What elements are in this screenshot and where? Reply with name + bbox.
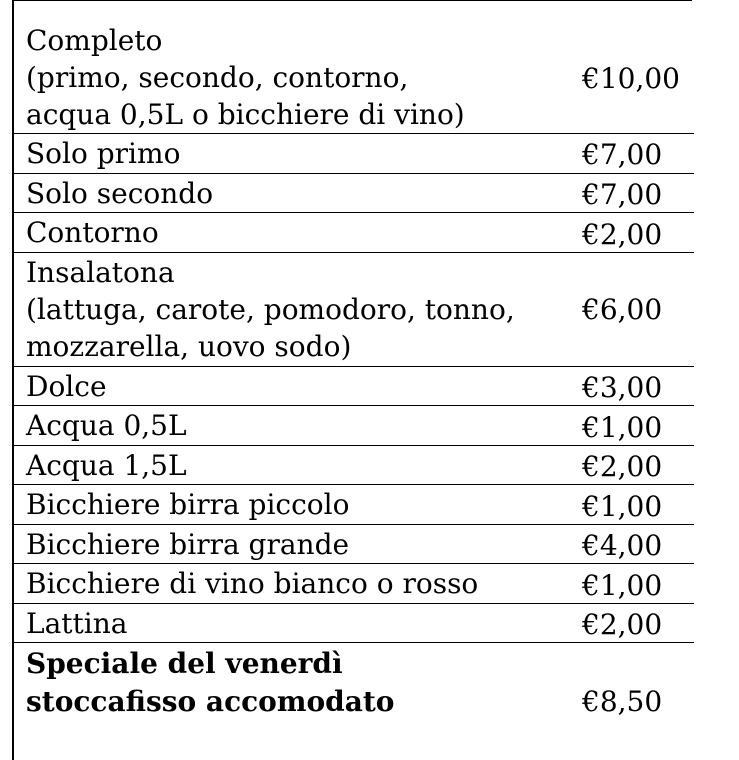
menu-item-name: Completo [26,24,163,57]
menu-row-solo-secondo [14,174,694,213]
menu-item-price: €2,00 [582,450,663,483]
menu-item-price: €1,00 [582,411,663,444]
menu-item-price: €1,00 [582,569,663,602]
menu-row-birra-piccolo [14,485,694,525]
special-price: €8,50 [582,685,663,718]
menu-row-dolce [14,367,694,406]
menu-price-table [12,0,694,760]
menu-item-price: €4,00 [582,529,663,562]
menu-item-price: €1,00 [582,490,663,523]
menu-item-name: Solo primo [26,137,181,170]
menu-row-acqua-15 [14,446,694,485]
menu-row-acqua-05 [14,406,694,446]
menu-row-solo-primo [14,134,694,174]
menu-item-desc-line: (lattuga, carote, pomodoro, tonno, [26,293,515,326]
menu-row-insalatona [14,253,694,367]
special-title: Speciale del venerdì [26,647,343,680]
menu-item-desc-line: acqua 0,5L o bicchiere di vino) [26,98,465,131]
menu-item-desc-line: (primo, secondo, contorno, [26,61,409,94]
menu-row-contorno [14,213,694,253]
menu-item-price: €7,00 [582,178,663,211]
special-dish: stoccafisso accomodato [26,685,395,718]
menu-item-name: Bicchiere birra piccolo [26,488,350,521]
menu-item-name: Solo secondo [26,177,214,210]
menu-row-birra-grande [14,525,694,564]
menu-item-name: Insalatona [26,256,175,289]
menu-item-desc-line: mozzarella, uovo sodo) [26,330,352,363]
menu-item-name: Acqua 1,5L [26,449,187,482]
menu-item-name: Dolce [26,370,107,403]
menu-item-price: €10,00 [582,62,680,95]
menu-item-name: Acqua 0,5L [26,409,187,442]
menu-row-vino [14,564,694,604]
menu-item-name: Contorno [26,216,159,249]
menu-item-name: Lattina [26,607,128,640]
menu-item-price: €3,00 [582,371,663,404]
menu-item-name: Bicchiere birra grande [26,528,350,561]
menu-item-price: €7,00 [582,138,663,171]
menu-row-lattina [14,604,694,643]
menu-row-completo [14,20,694,134]
menu-item-price: €2,00 [582,608,663,641]
menu-row-speciale [14,643,694,753]
menu-item-name: Bicchiere di vino bianco o rosso [26,567,479,600]
menu-item-price: €2,00 [582,218,663,251]
menu-item-price: €6,00 [582,293,663,326]
